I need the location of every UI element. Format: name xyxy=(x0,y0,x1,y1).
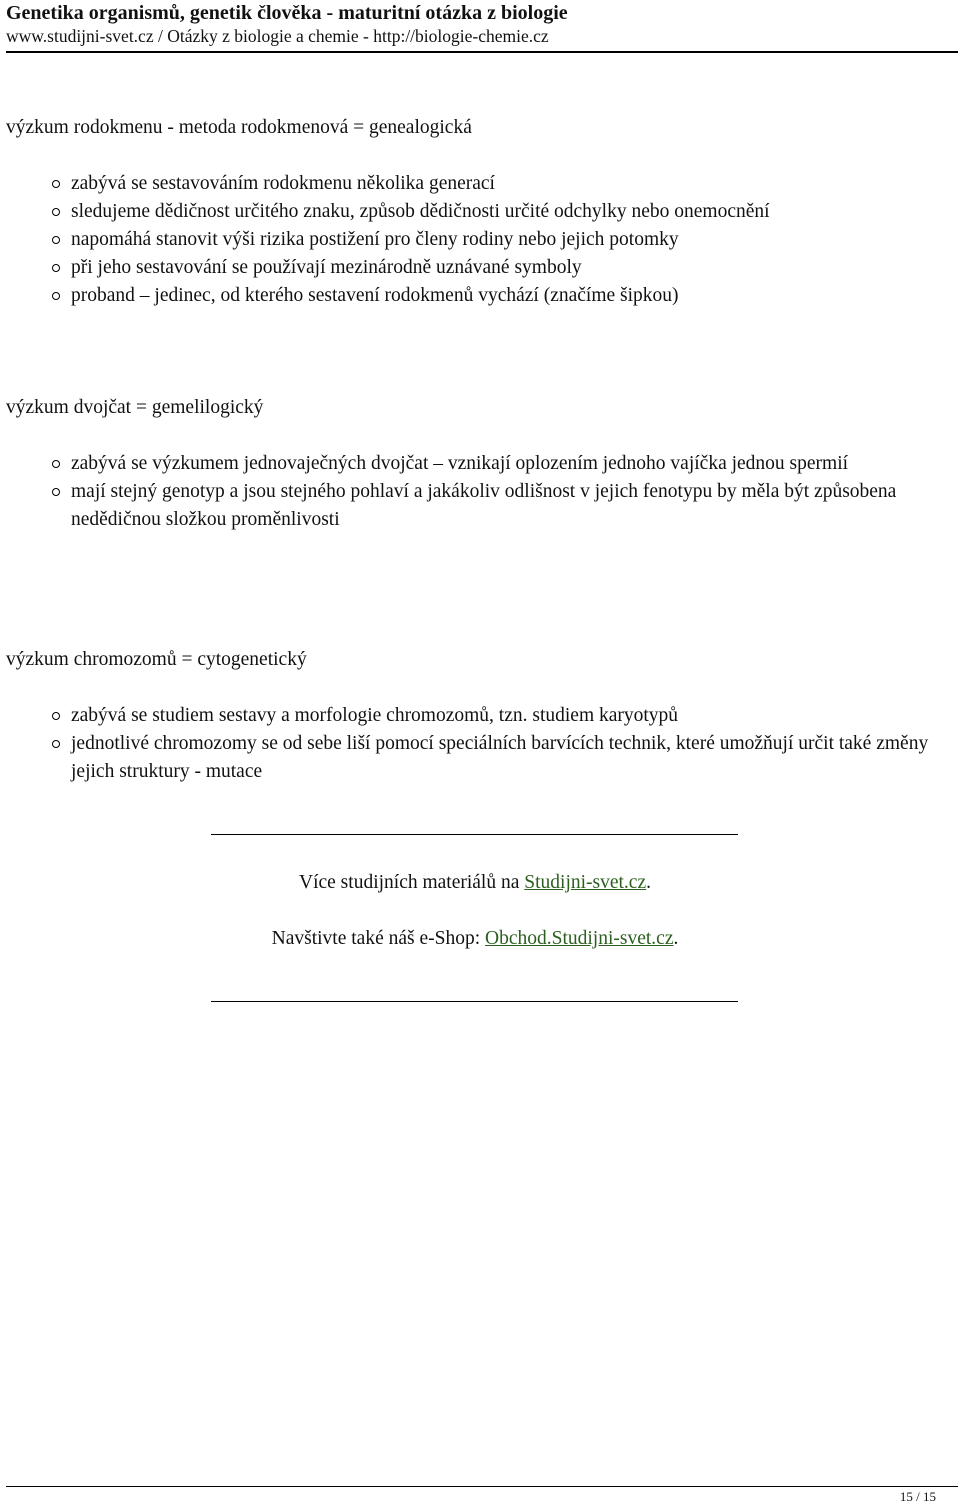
section-genealogy xyxy=(6,114,956,306)
page-number: 15 / 15 xyxy=(899,1489,936,1504)
list-item xyxy=(6,226,956,254)
section-cytogenetics xyxy=(6,646,956,782)
promo-divider-top xyxy=(211,834,738,835)
promo-suffix: . xyxy=(646,872,651,893)
bullet-list xyxy=(6,702,956,786)
bullet-icon xyxy=(52,460,60,468)
document-title: Genetika organismů, genetik člověka - maturitní otázka z biologie xyxy=(6,2,568,24)
list-item xyxy=(6,282,956,310)
promo-suffix: . xyxy=(673,928,679,949)
list-item xyxy=(6,478,956,534)
list-item xyxy=(6,254,956,282)
bullet-icon xyxy=(52,712,60,720)
list-item-text: zabývá se výzkumem jednovaječných dvojčat – vznikají oplozením jednoho vajíčka jednou spermií xyxy=(71,453,849,474)
page-header xyxy=(6,0,956,47)
list-item-text: při jeho sestavování se používají mezinárodně uznávané symboly xyxy=(71,257,582,278)
bullet-icon xyxy=(52,236,60,244)
section-heading: výzkum dvojčat = gemelilogický xyxy=(6,397,264,418)
list-item-text: napomáhá stanovit výši rizika postižení pro členy rodiny nebo jejich potomky xyxy=(71,229,679,250)
section-heading: výzkum chromozomů = cytogenetický xyxy=(6,649,307,670)
list-item xyxy=(6,730,956,786)
list-item xyxy=(6,450,956,478)
list-item xyxy=(6,198,956,226)
bullet-list xyxy=(6,450,956,534)
studijni-svet-link[interactable]: Studijni-svet.cz xyxy=(524,872,647,893)
bullet-icon xyxy=(52,264,60,272)
header-divider xyxy=(6,51,958,53)
promo-text: Více studijních materiálů na xyxy=(299,872,525,893)
eshop-link[interactable]: Obchod.Studijni-svet.cz xyxy=(485,928,674,949)
section-heading: výzkum rodokmenu - metoda rodokmenová = genealogická xyxy=(6,117,472,138)
promo-divider-bottom xyxy=(211,1001,738,1002)
promo-line-eshop xyxy=(0,925,950,953)
promo-text: Navštivte také náš e-Shop: xyxy=(271,928,486,949)
bullet-list xyxy=(6,170,956,310)
list-item xyxy=(6,170,956,198)
bullet-icon xyxy=(52,180,60,188)
list-item-text: proband – jedinec, od kterého sestavení rodokmenů vychází (značíme šipkou) xyxy=(71,285,679,306)
section-twins xyxy=(6,394,956,530)
list-item-text: sledujeme dědičnost určitého znaku, způsob dědičnosti určité odchylky nebo onemocnění xyxy=(71,201,770,222)
list-item-text: mají stejný genotyp a jsou stejného pohlaví a jakákoliv odlišnost v jejich fenotypu by měla být způsobena nedědičnou složkou proměnlivosti xyxy=(71,481,897,530)
bullet-icon xyxy=(52,488,60,496)
document-subtitle: www.studijni-svet.cz / Otázky z biologie a chemie - http://biologie-chemie.cz xyxy=(6,26,549,46)
list-item-text: jednotlivé chromozomy se od sebe liší pomocí speciálních barvících technik, které umožňují určit také změny jejich struktury - mutace xyxy=(71,733,929,782)
promo-line-materials xyxy=(0,869,950,897)
list-item xyxy=(6,702,956,730)
bullet-icon xyxy=(52,292,60,300)
footer-divider xyxy=(6,1486,958,1487)
list-item-text: zabývá se studiem sestavy a morfologie chromozomů, tzn. studiem karyotypů xyxy=(71,705,679,726)
bullet-icon xyxy=(52,740,60,748)
list-item-text: zabývá se sestavováním rodokmenu několika generací xyxy=(71,173,495,194)
bullet-icon xyxy=(52,208,60,216)
